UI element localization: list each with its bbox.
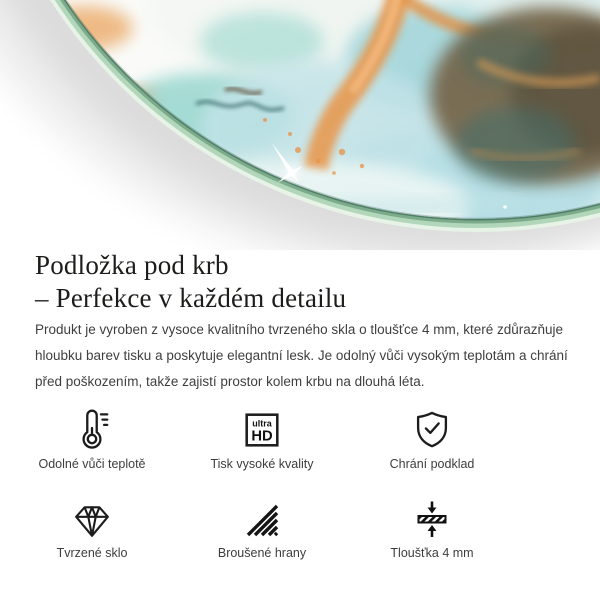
diamond-icon — [73, 504, 111, 538]
feature-beveled-edges — [177, 492, 347, 561]
feature-heat-resistant — [7, 403, 177, 472]
thermometer-icon — [73, 407, 111, 449]
svg-text:ultra: ultra — [252, 418, 272, 429]
svg-text:HD: HD — [251, 428, 273, 445]
feature-label: Tloušťka 4 mm — [390, 546, 474, 560]
thickness-icon — [414, 500, 450, 538]
feature-tempered-glass — [7, 492, 177, 561]
feature-thickness — [347, 492, 517, 561]
feature-protects-surface — [347, 403, 517, 472]
feature-print-quality — [177, 403, 347, 472]
product-image — [0, 0, 600, 250]
page-title-line1: Podložka pod krb — [35, 250, 229, 281]
feature-label: Chrání podklad — [389, 457, 475, 471]
page-title — [35, 249, 575, 315]
features-grid — [7, 403, 517, 561]
beveled-edges-icon — [244, 502, 280, 538]
small-glint — [503, 205, 507, 209]
product-description: Produkt je vyroben z vysoce kvalitního tvrzeného skla o tloušťce 4 mm, které zdůrazňuje hloubku barev tisku a poskytuje elegantní lesk. Je odolný vůči vysokým teplotám a chrání před poškozením, takže zajistí prostor kolem krbu na dlouhá léta. — [35, 321, 568, 389]
shield-check-icon — [412, 409, 452, 449]
feature-label: Odolné vůči teplotě — [38, 457, 146, 471]
page-title-line2: – Perfekce v každém detailu — [35, 283, 347, 314]
ultra-hd-icon — [243, 411, 281, 449]
feature-label: Broušené hrany — [217, 546, 307, 560]
feature-label: Tisk vysoké kvality — [210, 457, 314, 471]
glass-disc-illustration — [0, 0, 600, 250]
feature-label: Tvrzené sklo — [56, 546, 128, 560]
